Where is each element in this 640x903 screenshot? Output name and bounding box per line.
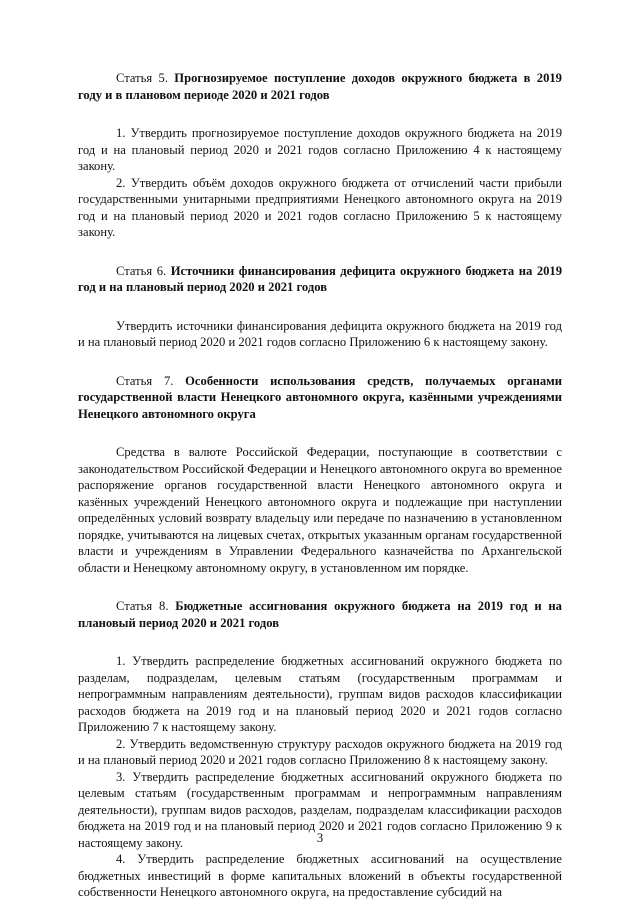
- article-6-heading: [78, 263, 562, 296]
- article-6-title: Источники финансирования дефицита окружного бюджета на 2019 год и на плановый период 2020 и 2021 годов: [78, 263, 563, 294]
- article-8-label: Статья 8.: [116, 599, 169, 613]
- article-6-paragraph-1: Утвердить источники финансирования дефицита окружного бюджета на 2019 год и на плановый период 2020 и 2021 годов согласно Приложению 6 к настоящему закону.: [78, 318, 562, 349]
- page-number: 3: [316, 831, 324, 845]
- article-7-paragraph-1: Средства в валюте Российской Федерации, поступающие в соответствии с законодательством Российской Федерации и Ненецкого автономного округа во временное распоряжение органов государственной власти Ненецкого автономного округа и казённых учреждений Ненецкого автономного округа и подлежащие при наступлении определённых условий возврату владельцу или передаче по назначению в установленном порядке, учитываются на лицевых счетах, открытых указанным органам государственной власти и учреждениям в Управлении Федерального казначейства по Архангельской области и Ненецкому автономному округу, в установленном им порядке.: [78, 445, 562, 575]
- article-8-paragraph-1: 1. Утвердить распределение бюджетных ассигнований окружного бюджета по разделам, подразделам, целевым статьям (государственным программам и непрограммным направлениям деятельности), группам видов расходов классификации расходов бюджета на 2019 год и на плановый период 2020 и 2021 годов согласно Приложению 7 к настоящему закону.: [78, 654, 562, 734]
- article-7-title: Особенности использования средств, получаемых органами государственной власти Ненецкого автономного округа, казёнными учреждениями Ненецкого автономного округа: [78, 373, 562, 421]
- article-8-title: Бюджетные ассигнования окружного бюджета на 2019 год и на плановый период 2020 и 2021 годов: [78, 599, 562, 630]
- article-5-paragraph-2: 2. Утвердить объём доходов окружного бюджета от отчислений части прибыли государственными унитарными предприятиями Ненецкого автономного округа на 2019 год и на плановый период 2020 и 2021 годов согласно Приложению 5 к настоящему закону.: [78, 175, 562, 239]
- article-5-paragraph-1: 1. Утвердить прогнозируемое поступление доходов окружного бюджета на 2019 год и на плановый период 2020 и 2021 годов согласно Приложению 4 к настоящему закону.: [78, 126, 562, 173]
- article-8-paragraph-2: 2. Утвердить ведомственную структуру расходов окружного бюджета на 2019 год и на плановый период 2020 и 2021 годов согласно Приложению 8 к настоящему закону.: [78, 736, 562, 767]
- document-page: [78, 0, 562, 903]
- article-5-heading: [78, 70, 562, 103]
- article-7-label: Статья 7.: [116, 373, 174, 388]
- article-8-paragraph-4: 4. Утвердить распределение бюджетных ассигнований на осуществление бюджетных инвестиций в форме капитальных вложений в объекты государственной собственности Ненецкого автономного округа, на предоставление субсидий на: [78, 852, 562, 899]
- article-5-label: Статья 5.: [116, 71, 168, 85]
- article-8-paragraph-3: 3. Утвердить распределение бюджетных ассигнований окружного бюджета по целевым статьям (государственным программам и непрограммным направлениям деятельности), группам видов расходов, разделам, подразделам классификации расходов бюджета на 2019 год и на плановый период 2020 и 2021 годов согласно Приложению 9 к настоящему закону.: [78, 769, 562, 850]
- article-8-heading: [78, 598, 562, 631]
- article-6-label: Статья 6.: [116, 263, 167, 278]
- article-7-heading: [78, 373, 562, 423]
- article-5-title: Прогнозируемое поступление доходов окружного бюджета в 2019 году и в плановом периоде 2020 и 2021 годов: [78, 71, 562, 102]
